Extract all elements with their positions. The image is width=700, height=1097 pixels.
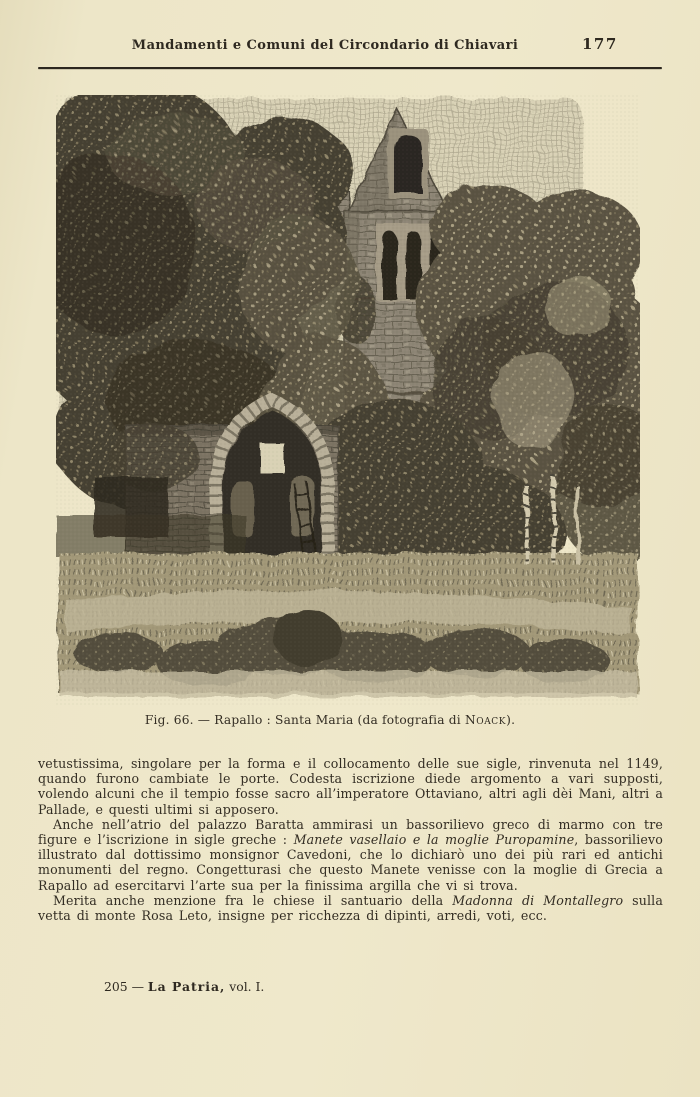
figure-caption — [38, 713, 622, 727]
text-run: , bassorilievo illustrato dal dottissimo monsignor Cavedoni, che lo dichiarò uno dei più rari ed antichi monumenti del regno. Congetturasi che questo Manete venisse con la moglie di Grecia a Rapallo ad esercitarvi l’arte sua per la finissima argilla che vi si trova. — [38, 832, 663, 893]
running-header-title: Mandamenti e Comuni del Circondario di Chiavari — [131, 38, 519, 53]
footer-number: 205 — — [104, 979, 148, 994]
paragraph — [38, 893, 663, 923]
paragraph — [38, 817, 663, 893]
text-run: sulla vetta di monte Rosa Leto, insigne per ricchezza di dipinti, arredi, voti, ecc. — [38, 892, 663, 924]
header-rule — [38, 67, 662, 69]
caption-text: Fig. 66. — Rapallo : Santa Maria (da fotografia di — [144, 713, 465, 727]
page-number: 177 — [582, 35, 618, 53]
footer-work-title: La Patria, — [147, 979, 226, 994]
footer-signature — [104, 979, 264, 994]
caption-photographer: Noack — [464, 713, 507, 727]
caption-suffix: ). — [506, 713, 516, 727]
text-run: vetustissima, singolare per la forma e il collocamento delle sue sigle, rinvenuta nel 1149, quando furono cambiate le porte. Codesta iscrizione diede argomento a vari supposti, volendo alcuni che il tempio fosse sacro all’imperatore Ottaviano, altri agli dèi Mani, altri a Pallade, e questi ultimi si apposero. — [38, 756, 663, 817]
text-run: Anche nell’atrio del palazzo Baratta ammirasi un bassorilievo greco di marmo con tre figure e l’iscrizione in sigle greche : — [38, 816, 663, 848]
footer-volume: vol. I. — [225, 979, 265, 994]
figure-engraving — [56, 95, 640, 707]
body-text — [38, 756, 663, 923]
text-run-italic: Manete vasellaio e la moglie Puropamine — [293, 832, 575, 848]
engraving-grain — [56, 95, 640, 707]
text-run: Merita anche menzione fra le chiese il santuario della — [53, 892, 453, 908]
text-run-italic: Madonna di Montallegro — [452, 892, 624, 908]
paragraph — [38, 756, 663, 817]
